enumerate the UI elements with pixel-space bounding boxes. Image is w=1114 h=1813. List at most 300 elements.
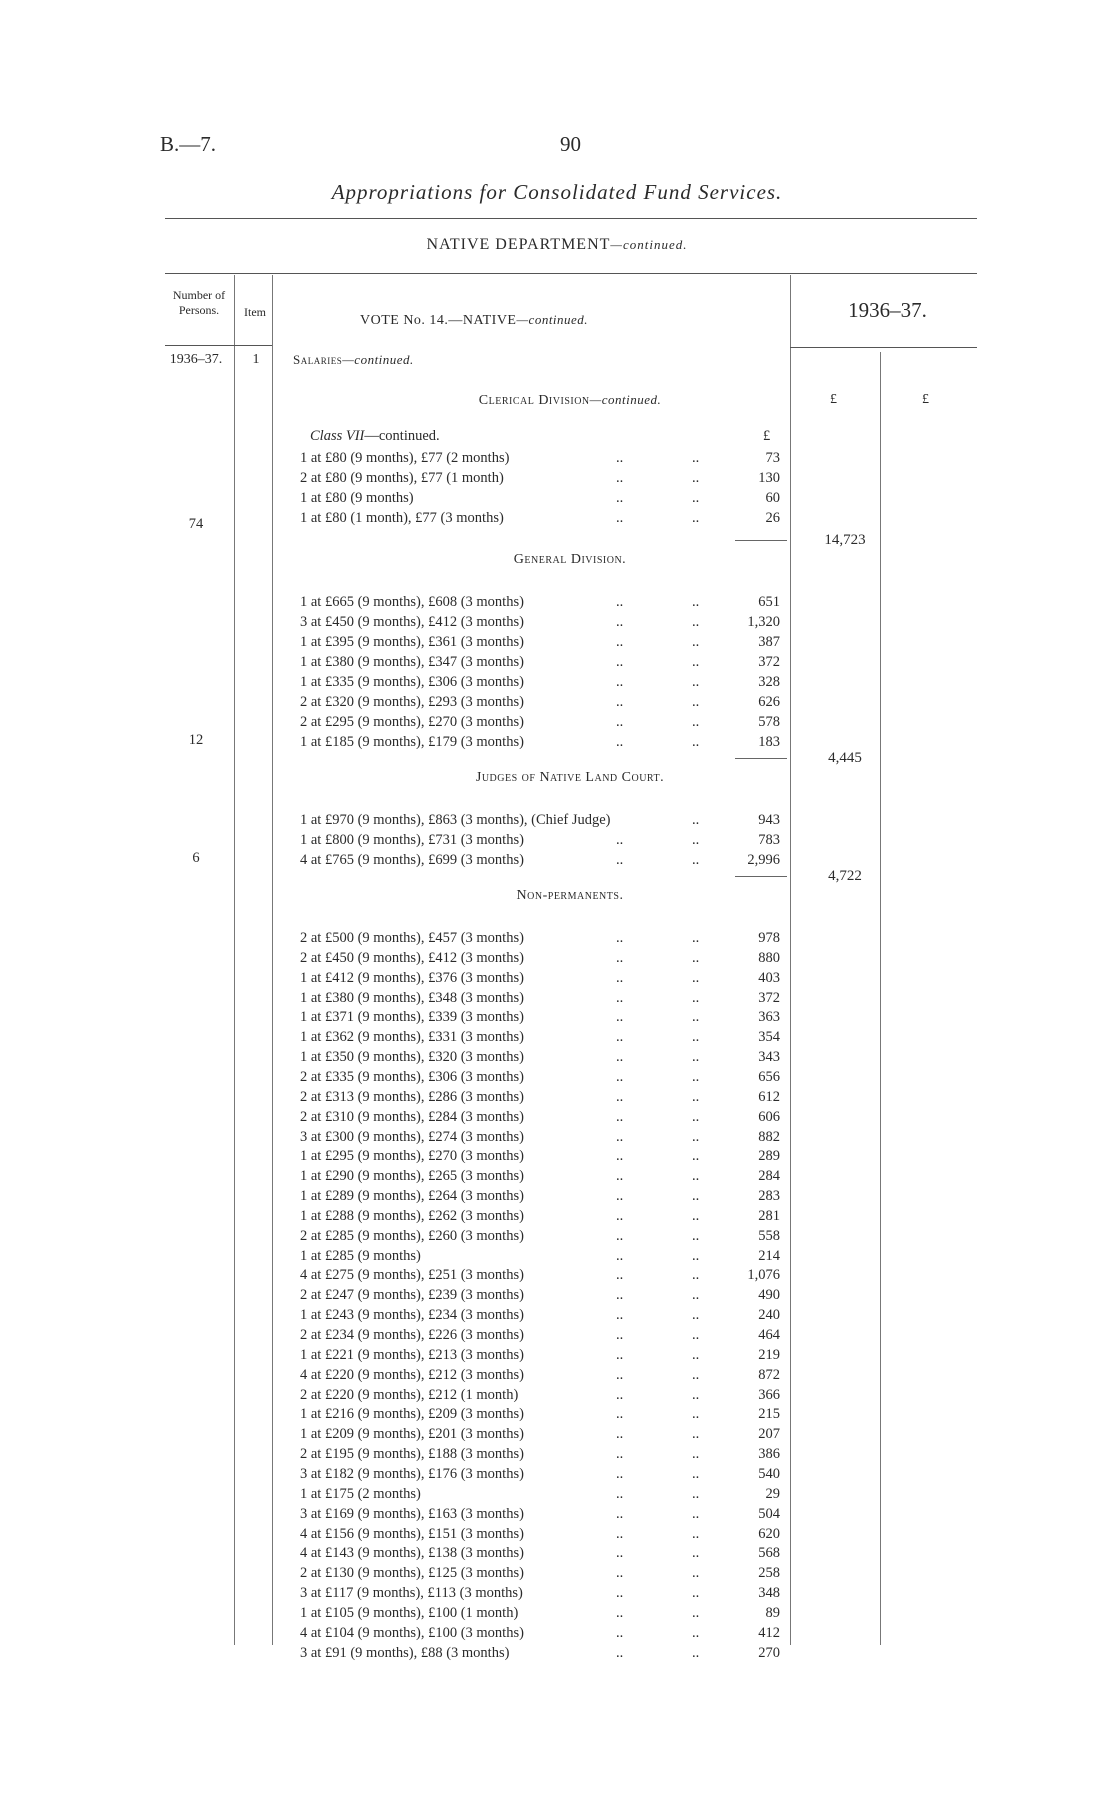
salary-description: 1 at £221 (9 months), £213 (3 months) xyxy=(300,1346,524,1363)
salary-description: 2 at £130 (9 months), £125 (3 months) xyxy=(300,1565,524,1582)
salary-row xyxy=(300,850,790,870)
leader-dots: .. xyxy=(616,1009,624,1026)
leader-dots: .. xyxy=(692,734,700,750)
salary-description: 2 at £195 (9 months), £188 (3 months) xyxy=(300,1446,524,1463)
salary-row xyxy=(300,672,790,692)
salary-description: 1 at £380 (9 months), £348 (3 months) xyxy=(300,989,524,1006)
salary-amount: 872 xyxy=(758,1366,780,1383)
salary-amount: 1,076 xyxy=(747,1267,780,1284)
salary-row xyxy=(300,1583,790,1603)
salary-description: 4 at £104 (9 months), £100 (3 months) xyxy=(300,1624,524,1641)
leader-dots: .. xyxy=(616,1327,624,1343)
salary-description: 1 at £362 (9 months), £331 (3 months) xyxy=(300,1029,524,1046)
leader-dots: .. xyxy=(616,1485,624,1502)
general-division-heading: General Division. xyxy=(513,552,627,567)
leader-dots: .. xyxy=(692,470,700,486)
leader-dots: .. xyxy=(692,1267,700,1284)
salary-description: 2 at £313 (9 months), £286 (3 months) xyxy=(300,1088,524,1105)
salary-description: 1 at £380 (9 months), £347 (3 months) xyxy=(300,654,524,670)
judges-subtotal-rule xyxy=(735,876,787,877)
salary-row xyxy=(300,592,790,612)
department-name: NATIVE DEPARTMENT xyxy=(426,236,611,253)
leader-dots: .. xyxy=(692,949,700,966)
leader-dots: .. xyxy=(692,1446,700,1463)
salary-description: 2 at £450 (9 months), £412 (3 months) xyxy=(300,949,524,966)
salary-row xyxy=(300,1464,790,1484)
leader-dots: .. xyxy=(616,1545,624,1562)
leader-dots: .. xyxy=(616,949,624,966)
salary-description: 3 at £450 (9 months), £412 (3 months) xyxy=(300,614,524,630)
leader-dots: .. xyxy=(616,1624,624,1641)
leader-dots: .. xyxy=(616,734,624,750)
salary-amount: 284 xyxy=(758,1168,780,1185)
salary-row xyxy=(300,1424,790,1444)
salary-row xyxy=(300,1246,790,1266)
salary-row xyxy=(300,1047,790,1067)
leader-dots: .. xyxy=(692,1029,700,1046)
leader-dots: .. xyxy=(692,812,700,828)
salary-row xyxy=(300,928,790,948)
judges-total: 4,722 xyxy=(828,868,862,884)
page-number: 90 xyxy=(560,132,581,156)
salary-amount: 540 xyxy=(758,1465,780,1482)
salary-description: 4 at £765 (9 months), £699 (3 months) xyxy=(300,852,524,868)
judges-count: 6 xyxy=(192,850,200,866)
leader-dots: .. xyxy=(616,1049,624,1066)
leader-dots: .. xyxy=(692,1604,700,1621)
salary-row xyxy=(300,1027,790,1047)
leader-dots: .. xyxy=(616,930,624,946)
salary-row xyxy=(300,1504,790,1524)
salary-description: 1 at £335 (9 months), £306 (3 months) xyxy=(300,674,524,690)
leader-dots: .. xyxy=(692,714,700,730)
leader-dots: .. xyxy=(616,1168,624,1185)
salary-description: 4 at £143 (9 months), £138 (3 months) xyxy=(300,1545,524,1562)
salary-row xyxy=(300,810,790,830)
salary-description: 1 at £289 (9 months), £264 (3 months) xyxy=(300,1188,524,1205)
salary-description: 1 at £175 (2 months) xyxy=(300,1485,421,1502)
salary-description: 3 at £91 (9 months), £88 (3 months) xyxy=(300,1644,510,1661)
leader-dots: .. xyxy=(692,1327,700,1343)
salary-row xyxy=(300,1226,790,1246)
leader-dots: .. xyxy=(616,1267,624,1284)
salary-amount: 978 xyxy=(758,930,780,946)
salaries-label: Salaries xyxy=(293,352,343,367)
leader-dots: .. xyxy=(616,510,624,526)
leader-dots: .. xyxy=(692,1545,700,1562)
salary-description: 1 at £395 (9 months), £361 (3 months) xyxy=(300,634,524,650)
salary-row xyxy=(300,1186,790,1206)
leader-dots: .. xyxy=(692,654,700,670)
salary-row xyxy=(300,1007,790,1027)
leader-dots: .. xyxy=(616,1386,624,1403)
leader-dots: .. xyxy=(616,614,624,630)
salary-description: 1 at £665 (9 months), £608 (3 months) xyxy=(300,594,524,610)
vote-title: VOTE No. 14.—NATIVE xyxy=(360,313,517,328)
leader-dots: .. xyxy=(692,989,700,1006)
salary-amount: 73 xyxy=(765,450,780,466)
leader-dots: .. xyxy=(616,1088,624,1105)
header-item: Item xyxy=(244,305,266,319)
salary-amount: 387 xyxy=(758,634,780,650)
salary-amount: 328 xyxy=(758,674,780,690)
salary-amount: 89 xyxy=(765,1604,780,1621)
salary-amount: 783 xyxy=(758,832,780,848)
leader-dots: .. xyxy=(692,1485,700,1502)
leader-dots: .. xyxy=(616,1465,624,1482)
salary-amount: 943 xyxy=(758,812,780,828)
salary-description: 1 at £216 (9 months), £209 (3 months) xyxy=(300,1406,524,1423)
class-name: Class VII xyxy=(310,428,365,444)
class-label xyxy=(310,428,440,445)
salary-row xyxy=(300,652,790,672)
salary-amount: 60 xyxy=(765,490,780,506)
salary-amount: 656 xyxy=(758,1068,780,1085)
salary-description: 1 at £290 (9 months), £265 (3 months) xyxy=(300,1168,524,1185)
leader-dots: .. xyxy=(692,1247,700,1264)
salary-description: 1 at £288 (9 months), £262 (3 months) xyxy=(300,1207,524,1224)
salary-description: 2 at £500 (9 months), £457 (3 months) xyxy=(300,930,524,946)
leader-dots: .. xyxy=(616,1505,624,1522)
salary-row xyxy=(300,1643,790,1663)
general-subtotal-rule xyxy=(735,758,787,759)
leader-dots: .. xyxy=(616,674,624,690)
leader-dots: .. xyxy=(692,852,700,868)
leader-dots: .. xyxy=(692,1168,700,1185)
salary-description: 1 at £243 (9 months), £234 (3 months) xyxy=(300,1307,524,1324)
leader-dots: .. xyxy=(616,1188,624,1205)
row-year: 1936–37. xyxy=(169,352,223,367)
leader-dots: .. xyxy=(692,1088,700,1105)
salary-description: 1 at £800 (9 months), £731 (3 months) xyxy=(300,832,524,848)
salary-row xyxy=(300,1563,790,1583)
leader-dots: .. xyxy=(692,1624,700,1641)
salary-row xyxy=(300,1524,790,1544)
leader-dots: .. xyxy=(692,1505,700,1522)
leader-dots: .. xyxy=(616,1446,624,1463)
salary-description: 2 at £220 (9 months), £212 (1 month) xyxy=(300,1386,519,1403)
salary-row xyxy=(300,948,790,968)
salary-amount: 558 xyxy=(758,1227,780,1244)
leader-dots: .. xyxy=(616,1644,624,1661)
salary-row xyxy=(300,1127,790,1147)
leader-dots: .. xyxy=(692,1565,700,1582)
salary-amount: 343 xyxy=(758,1049,780,1066)
leader-dots: .. xyxy=(692,1009,700,1026)
leader-dots: .. xyxy=(616,1307,624,1324)
salary-row xyxy=(300,1146,790,1166)
salary-row xyxy=(300,448,790,468)
salary-row xyxy=(300,1265,790,1285)
leader-dots: .. xyxy=(616,694,624,710)
leader-dots: .. xyxy=(692,1049,700,1066)
salary-description: 2 at £335 (9 months), £306 (3 months) xyxy=(300,1068,524,1085)
clerical-subtotal-rule xyxy=(735,540,787,541)
salary-amount: 1,320 xyxy=(747,614,780,630)
salary-amount: 29 xyxy=(765,1485,780,1502)
leader-dots: .. xyxy=(692,1386,700,1403)
salary-row xyxy=(300,732,790,752)
leader-dots: .. xyxy=(692,1366,700,1383)
salary-amount: 651 xyxy=(758,594,780,610)
judges-heading: Judges of Native Land Court. xyxy=(475,770,665,785)
clerical-heading-label: Clerical Division xyxy=(478,393,590,408)
clerical-division-heading xyxy=(380,392,760,409)
leader-dots: .. xyxy=(616,832,624,848)
salary-row xyxy=(300,1444,790,1464)
salary-description: 1 at £350 (9 months), £320 (3 months) xyxy=(300,1049,524,1066)
leader-dots: .. xyxy=(616,714,624,730)
leader-dots: .. xyxy=(692,832,700,848)
salary-amount: 348 xyxy=(758,1585,780,1602)
salary-description: 2 at £285 (9 months), £260 (3 months) xyxy=(300,1227,524,1244)
salary-row xyxy=(300,1107,790,1127)
leader-dots: .. xyxy=(616,634,624,650)
salary-description: 1 at £80 (9 months) xyxy=(300,490,414,506)
salary-description: 1 at £80 (1 month), £77 (3 months) xyxy=(300,510,504,526)
salary-amount: 240 xyxy=(758,1307,780,1324)
leader-dots: .. xyxy=(692,1307,700,1324)
leader-dots: .. xyxy=(616,852,624,868)
salary-amount: 578 xyxy=(758,714,780,730)
leader-dots: .. xyxy=(692,1346,700,1363)
salary-row xyxy=(300,1385,790,1405)
salary-amount: 130 xyxy=(758,470,780,486)
salary-row xyxy=(300,488,790,508)
table-top-rule xyxy=(165,273,977,274)
grand-total-pound-sign: £ xyxy=(922,392,929,407)
salary-description: 2 at £295 (9 months), £270 (3 months) xyxy=(300,714,524,730)
clerical-count: 74 xyxy=(188,516,204,532)
salary-description: 4 at £220 (9 months), £212 (3 months) xyxy=(300,1366,524,1383)
leader-dots: .. xyxy=(692,1108,700,1125)
salary-row xyxy=(300,1543,790,1563)
salary-row xyxy=(300,1603,790,1623)
salary-amount: 606 xyxy=(758,1108,780,1125)
leader-dots: .. xyxy=(616,1346,624,1363)
leader-dots: .. xyxy=(616,1585,624,1602)
salary-description: 4 at £156 (9 months), £151 (3 months) xyxy=(300,1525,524,1542)
salary-amount: 464 xyxy=(758,1327,780,1343)
salary-row xyxy=(300,692,790,712)
department-heading xyxy=(0,236,1114,254)
leader-dots: .. xyxy=(616,1565,624,1582)
salary-row xyxy=(300,1365,790,1385)
leader-dots: .. xyxy=(616,1148,624,1165)
leader-dots: .. xyxy=(692,694,700,710)
salary-description: 1 at £80 (9 months), £77 (2 months) xyxy=(300,450,510,466)
salary-amount: 620 xyxy=(758,1525,780,1542)
salary-row xyxy=(300,1325,790,1345)
salary-description: 1 at £185 (9 months), £179 (3 months) xyxy=(300,734,524,750)
salary-row xyxy=(300,1345,790,1365)
salary-description: 4 at £275 (9 months), £251 (3 months) xyxy=(300,1267,524,1284)
salary-description: 2 at £80 (9 months), £77 (1 month) xyxy=(300,470,504,486)
leader-dots: .. xyxy=(692,1128,700,1145)
leader-dots: .. xyxy=(616,1525,624,1542)
salary-row xyxy=(300,1206,790,1226)
leader-dots: .. xyxy=(692,969,700,986)
leader-dots: .. xyxy=(616,470,624,486)
leader-dots: .. xyxy=(692,1287,700,1304)
page-title: Appropriations for Consolidated Fund Services. xyxy=(331,180,783,204)
salary-amount: 568 xyxy=(758,1545,780,1562)
leader-dots: .. xyxy=(616,1068,624,1085)
salary-amount: 283 xyxy=(758,1188,780,1205)
salary-amount: 372 xyxy=(758,989,780,1006)
leader-dots: .. xyxy=(616,654,624,670)
leader-dots: .. xyxy=(692,930,700,946)
column-divider-item xyxy=(272,275,273,1645)
salary-amount: 219 xyxy=(758,1346,780,1363)
leader-dots: .. xyxy=(616,1128,624,1145)
leader-dots: .. xyxy=(616,450,624,466)
salary-description: 2 at £234 (9 months), £226 (3 months) xyxy=(300,1327,524,1343)
general-count: 12 xyxy=(188,732,204,748)
salary-description: 1 at £209 (9 months), £201 (3 months) xyxy=(300,1426,524,1443)
salary-row xyxy=(300,988,790,1008)
salary-description: 3 at £117 (9 months), £113 (3 months) xyxy=(300,1585,523,1602)
header-bottom-rule-right xyxy=(790,347,977,348)
leader-dots: .. xyxy=(692,490,700,506)
leader-dots: .. xyxy=(616,1247,624,1264)
salary-amount: 26 xyxy=(765,510,780,526)
salary-amount: 882 xyxy=(758,1128,780,1145)
leader-dots: .. xyxy=(616,1287,624,1304)
salary-row xyxy=(300,1166,790,1186)
clerical-heading-suffix: —continued. xyxy=(589,392,662,407)
leader-dots: .. xyxy=(692,594,700,610)
salary-amount: 183 xyxy=(758,734,780,750)
leader-dots: .. xyxy=(692,1227,700,1244)
department-suffix: —continued. xyxy=(610,237,688,252)
leader-dots: .. xyxy=(616,1604,624,1621)
salary-row xyxy=(300,1285,790,1305)
clerical-total: 14,723 xyxy=(824,532,866,548)
leader-dots: .. xyxy=(692,1426,700,1443)
leader-dots: .. xyxy=(616,490,624,506)
salary-amount: 386 xyxy=(758,1446,780,1463)
salary-row xyxy=(300,632,790,652)
header-number-of-persons: Number of Persons. xyxy=(172,288,226,317)
salary-amount: 366 xyxy=(758,1386,780,1403)
leader-dots: .. xyxy=(616,989,624,1006)
salary-amount: 289 xyxy=(758,1148,780,1165)
salary-description: 1 at £295 (9 months), £270 (3 months) xyxy=(300,1148,524,1165)
leader-dots: .. xyxy=(616,1029,624,1046)
leader-dots: .. xyxy=(692,1207,700,1224)
leader-dots: .. xyxy=(692,1585,700,1602)
vote-suffix: —continued. xyxy=(516,312,589,327)
salary-amount: 412 xyxy=(758,1624,780,1641)
salary-description: 1 at £285 (9 months) xyxy=(300,1247,421,1264)
row-item-number: 1 xyxy=(252,352,260,367)
salary-description: 2 at £247 (9 months), £239 (3 months) xyxy=(300,1287,524,1304)
leader-dots: .. xyxy=(616,1426,624,1443)
salary-amount: 612 xyxy=(758,1088,780,1105)
salary-amount: 2,996 xyxy=(747,852,780,868)
salary-amount: 214 xyxy=(758,1247,780,1264)
leader-dots: .. xyxy=(616,1108,624,1125)
leader-dots: .. xyxy=(616,594,624,610)
salary-amount: 215 xyxy=(758,1406,780,1423)
general-total: 4,445 xyxy=(828,750,862,766)
salary-row xyxy=(300,1404,790,1424)
salary-description: 1 at £105 (9 months), £100 (1 month) xyxy=(300,1604,519,1621)
salary-description: 3 at £169 (9 months), £163 (3 months) xyxy=(300,1505,524,1522)
leader-dots: .. xyxy=(692,1068,700,1085)
nonpermanents-heading: Non-permanents. xyxy=(516,888,624,903)
salary-description: 1 at £412 (9 months), £376 (3 months) xyxy=(300,969,524,986)
salary-row xyxy=(300,612,790,632)
salary-description: 1 at £371 (9 months), £339 (3 months) xyxy=(300,1009,524,1026)
salary-row xyxy=(300,508,790,528)
salary-row xyxy=(300,468,790,488)
column-divider-persons xyxy=(234,275,235,1645)
class-suffix: —continued. xyxy=(364,428,440,444)
leader-dots: .. xyxy=(692,674,700,690)
amount-pound-sign: £ xyxy=(763,428,771,444)
salary-row xyxy=(300,968,790,988)
salary-description: 3 at £182 (9 months), £176 (3 months) xyxy=(300,1465,524,1482)
salary-row xyxy=(300,1067,790,1087)
salary-row xyxy=(300,1623,790,1643)
leader-dots: .. xyxy=(692,1465,700,1482)
salary-description: 3 at £300 (9 months), £274 (3 months) xyxy=(300,1128,524,1145)
leader-dots: .. xyxy=(616,1406,624,1423)
salary-amount: 258 xyxy=(758,1565,780,1582)
leader-dots: .. xyxy=(692,1644,700,1661)
salary-amount: 270 xyxy=(758,1644,780,1661)
salary-amount: 504 xyxy=(758,1505,780,1522)
leader-dots: .. xyxy=(692,510,700,526)
salary-amount: 403 xyxy=(758,969,780,986)
salary-amount: 363 xyxy=(758,1009,780,1026)
salary-amount: 490 xyxy=(758,1287,780,1304)
column-divider-amounts xyxy=(790,275,791,1645)
salaries-heading xyxy=(293,352,414,368)
salary-row xyxy=(300,1484,790,1504)
salary-description: 2 at £320 (9 months), £293 (3 months) xyxy=(300,694,524,710)
leader-dots: .. xyxy=(692,614,700,630)
salary-row xyxy=(300,1087,790,1107)
document-reference: B.—7. xyxy=(160,132,217,156)
leader-dots: .. xyxy=(616,1366,624,1383)
salary-amount: 626 xyxy=(758,694,780,710)
leader-dots: .. xyxy=(616,1227,624,1244)
leader-dots: .. xyxy=(692,1525,700,1542)
salary-amount: 372 xyxy=(758,654,780,670)
salaries-suffix: —continued. xyxy=(342,352,414,367)
header-bottom-rule-left xyxy=(165,345,272,346)
salary-amount: 880 xyxy=(758,949,780,966)
salary-amount: 207 xyxy=(758,1426,780,1443)
salary-row xyxy=(300,712,790,732)
salary-amount: 281 xyxy=(758,1207,780,1224)
leader-dots: .. xyxy=(692,1148,700,1165)
leader-dots: .. xyxy=(692,1406,700,1423)
salary-description: 2 at £310 (9 months), £284 (3 months) xyxy=(300,1108,524,1125)
header-year: 1936–37. xyxy=(848,298,927,322)
leader-dots: .. xyxy=(692,1188,700,1205)
header-vote xyxy=(360,312,760,329)
title-rule xyxy=(165,218,977,219)
salary-row xyxy=(300,1305,790,1325)
leader-dots: .. xyxy=(616,969,624,986)
leader-dots: .. xyxy=(692,634,700,650)
totals-pound-sign: £ xyxy=(830,392,837,407)
leader-dots: .. xyxy=(616,1207,624,1224)
